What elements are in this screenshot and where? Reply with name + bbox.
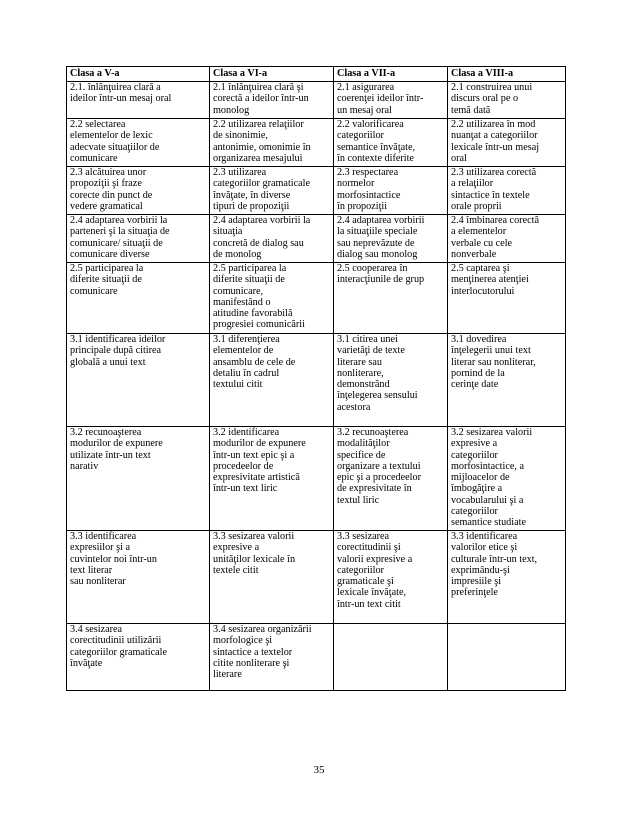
header-class-6: Clasa a VI-a [210,67,334,82]
table-cell: 2.2 valorificarea categoriilor semantice învăţate, în contexte diferite [334,119,448,167]
table-cell: 3.2 identificarea modurilor de expunere într-un text epic şi a procedeelor de expresivitate artistică într-un text liric [210,427,334,531]
table-header-row [67,67,566,82]
header-class-8: Clasa a VIII-a [448,67,566,82]
table-cell: 2.3 utilizarea categoriilor gramaticale învăţate, în diverse tipuri de propoziţii [210,167,334,215]
table-row [67,531,566,624]
table-cell: 3.3 sesizarea valorii expresive a unităţilor lexicale în textele citit [210,531,334,624]
table-cell: 2.4 adaptarea vorbirii la parteneri şi la situaţia de comunicare/ situaţii de comunicare diverse [67,215,210,263]
table-cell: 2.1 construirea unui discurs oral pe o temă dată [448,82,566,119]
table-row [67,334,566,427]
table-cell: 3.2 sesizarea valorii expresive a categoriilor morfosintactice, a mijloacelor de îmbogăţire a vocabularului şi a categoriilor semantice studiate [448,427,566,531]
table-row [67,167,566,215]
table-cell [448,624,566,691]
table-cell: 2.2 utilizarea în mod nuanţat a categoriilor lexicale într-un mesaj oral [448,119,566,167]
table-cell: 2.2 selectarea elementelor de lexic adecvate situaţiilor de comunicare [67,119,210,167]
table-cell: 3.2 recunoaşterea modurilor de expunere utilizate într-un text narativ [67,427,210,531]
page-number: 35 [313,764,325,776]
table-cell: 3.4 sesizarea organizării morfologice şi sintactice a textelor citite nonliterare şi literare [210,624,334,691]
table-cell: 2.1 asigurarea coerenţei ideilor într- un mesaj oral [334,82,448,119]
header-class-5: Clasa a V-a [67,67,210,82]
table-cell: 2.5 cooperarea în interacţiunile de grup [334,263,448,334]
table-cell: 2.3 respectarea normelor morfosintactice în propoziţii [334,167,448,215]
table-row [67,263,566,334]
table-cell: 3.1 dovedirea înţelegerii unui text literar sau nonliterar, pornind de la cerinţe date [448,334,566,427]
header-class-7: Clasa a VII-a [334,67,448,82]
table-cell: 2.5 captarea şi menţinerea atenţiei interlocutorului [448,263,566,334]
table-cell: 2.5 participarea la diferite situaţii de comunicare, manifestând o atitudine favorabilă progresiei comunicării [210,263,334,334]
table-cell [334,624,448,691]
table-cell: 2.1 înlănţuirea clară şi corectă a ideilor într-un monolog [210,82,334,119]
table-cell: 3.3 sesizarea corectitudinii şi valorii expresive a categoriilor gramaticale şi lexicale învăţate, într-un text citit [334,531,448,624]
table-cell: 2.1. înlănţuirea clară a ideilor într-un mesaj oral [67,82,210,119]
competencies-table [66,66,566,691]
table-cell: 3.3 identificarea valorilor etice şi culturale într-un text, exprimându-şi impresiile şi preferinţele [448,531,566,624]
table-cell: 2.3 alcătuirea unor propoziţii şi fraze corecte din punct de vedere gramatical [67,167,210,215]
table-row [67,624,566,691]
table-cell: 2.4 adaptarea vorbirii la situaţia concretă de dialog sau de monolog [210,215,334,263]
table-cell: 2.4 îmbinarea corectă a elementelor verbale cu cele nonverbale [448,215,566,263]
table-cell: 3.4 sesizarea corectitudinii utilizării categoriilor gramaticale învăţate [67,624,210,691]
table-cell: 2.2 utilizarea relaţiilor de sinonimie, antonimie, omonimie în organizarea mesajului [210,119,334,167]
table-row [67,215,566,263]
table-cell: 3.1 identificarea ideilor principale după citirea globală a unui text [67,334,210,427]
table-row [67,82,566,119]
table-cell: 3.2 recunoaşterea modalităţilor specifice de organizare a textului epic şi a procedeelor de expresivitate în textul liric [334,427,448,531]
table-cell: 2.3 utilizarea corectă a relaţiilor sintactice în textele orale proprii [448,167,566,215]
table-cell: 2.4 adaptarea vorbirii la situaţiile speciale sau neprevăzute de dialog sau monolog [334,215,448,263]
table-cell: 2.5 participarea la diferite situaţii de comunicare [67,263,210,334]
table-row [67,427,566,531]
table-cell: 3.1 citirea unei varietăţi de texte literare sau nonliterare, demonstrând înţelegerea sensului acestora [334,334,448,427]
table-row [67,119,566,167]
table-cell: 3.1 diferenţierea elementelor de ansamblu de cele de detaliu în cadrul textului citit [210,334,334,427]
table-cell: 3.3 identificarea expresiilor şi a cuvintelor noi într-un text literar sau nonliterar [67,531,210,624]
